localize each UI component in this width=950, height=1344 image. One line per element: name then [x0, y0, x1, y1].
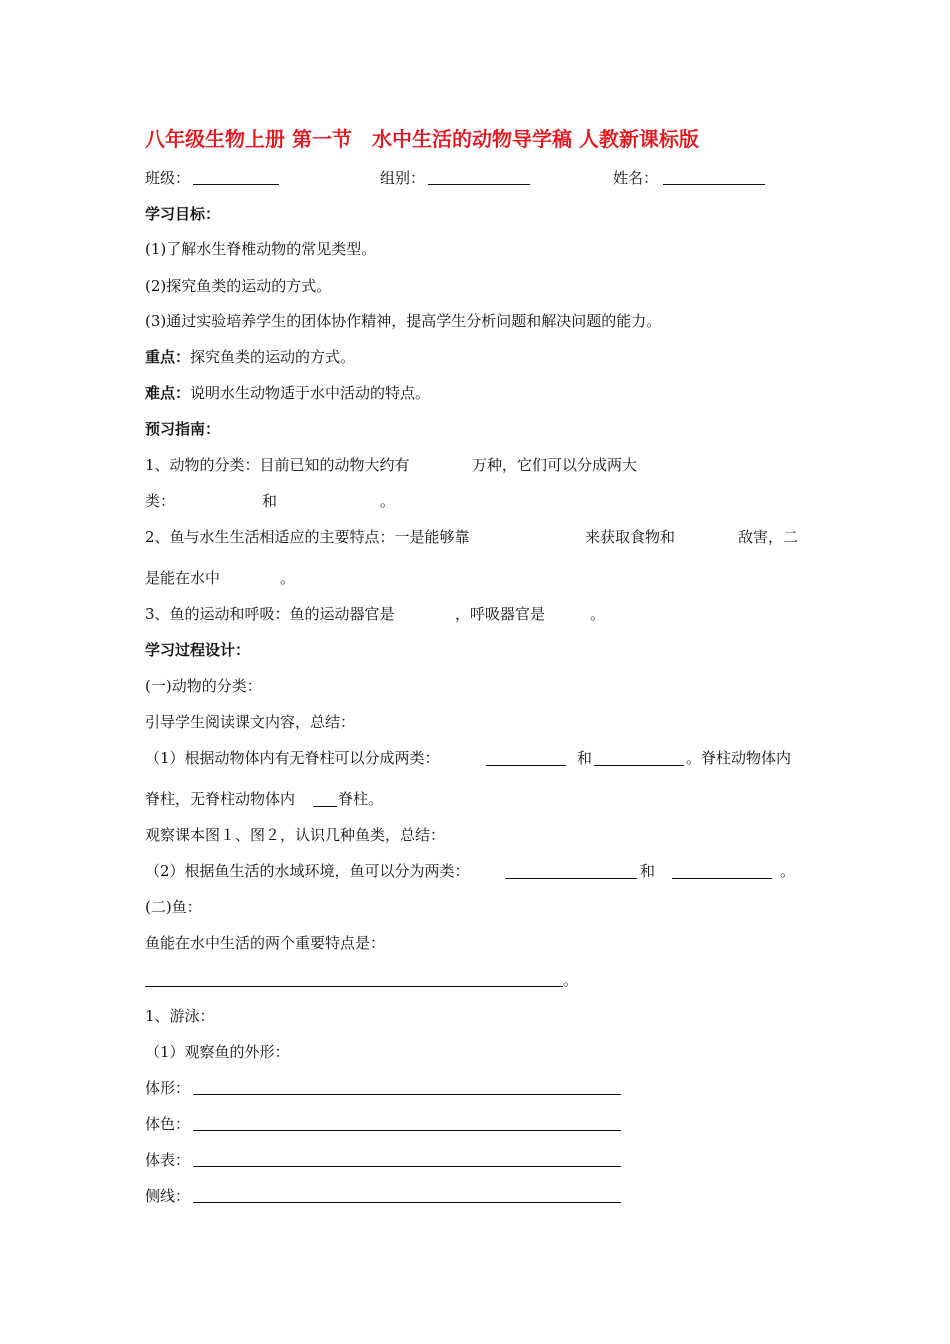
p1-blank[interactable]: [313, 806, 337, 807]
difficulty-text: 说明水生动物适于水中活动的特点。: [190, 384, 431, 402]
p2-blank[interactable]: [505, 878, 637, 879]
p1-text: 和: [577, 749, 593, 767]
objective-item: (3)通过实验培养学生的团体协作精神，提高学生分析问题和解决问题的能力。: [145, 312, 662, 330]
body-shape-label: 体形：: [145, 1079, 191, 1097]
period: 。: [563, 971, 579, 989]
p1-text: 脊柱。: [338, 790, 384, 808]
body-color-blank[interactable]: [193, 1130, 621, 1131]
preview-q2-text: 2、鱼与水生生活相适应的主要特点：一是能够靠: [145, 528, 470, 546]
fish-intro: 鱼能在水中生活的两个重要特点是：: [145, 934, 386, 952]
preview-q2-text: 是能在水中: [145, 569, 221, 587]
preview-q2-text: 。: [280, 569, 296, 587]
process-heading: 学习过程设计：: [145, 641, 251, 659]
observe-text: 观察课本图１、图２，认识几种鱼类，总结：: [145, 826, 446, 844]
preview-q1-text: 和: [262, 492, 278, 510]
name-blank[interactable]: [663, 184, 765, 185]
observe-shape: （1）观察鱼的外形：: [145, 1043, 290, 1061]
p2-blank[interactable]: [672, 878, 772, 879]
fish-answer-blank[interactable]: [145, 986, 563, 987]
p1-text: 脊柱，无脊柱动物体内: [145, 790, 296, 808]
objective-item: (2)探究鱼类的运动的方式。: [145, 277, 332, 295]
preview-q3-text: ，呼吸器官是: [455, 605, 546, 623]
p1-text: 。脊柱动物体内: [686, 749, 792, 767]
class-label: 班级：: [145, 169, 191, 187]
p1-text: （1）根据动物体内有无脊柱可以分成两类：: [145, 749, 440, 767]
body-surface-label: 体表：: [145, 1151, 191, 1169]
key-point-text: 探究鱼类的运动的方式。: [190, 348, 356, 366]
preview-q1-text: 1、动物的分类：目前已知的动物大约有: [145, 456, 410, 474]
body-surface-blank[interactable]: [193, 1166, 621, 1167]
document-title: 八年级生物上册 第一节 水中生活的动物导学稿 人教新课标版: [145, 127, 699, 151]
objective-item: (1)了解水生脊椎动物的常见类型。: [145, 240, 377, 258]
preview-heading: 预习指南：: [145, 420, 221, 438]
lateral-line-label: 侧线：: [145, 1187, 191, 1205]
name-label: 姓名：: [613, 169, 659, 187]
class-blank[interactable]: [193, 184, 279, 185]
body-color-label: 体色：: [145, 1115, 191, 1133]
preview-q2-text: 来获取食物和: [585, 528, 676, 546]
guide-text: 引导学生阅读课文内容，总结：: [145, 713, 356, 731]
lateral-line-blank[interactable]: [193, 1202, 621, 1203]
swim-heading: 1、游泳：: [145, 1007, 215, 1025]
p2-text: 和: [640, 862, 656, 880]
preview-q3-text: 。: [590, 605, 606, 623]
preview-q1-text: 万种，它们可以分成两大: [472, 456, 638, 474]
group-blank[interactable]: [428, 184, 530, 185]
p1-blank[interactable]: [486, 765, 566, 766]
objectives-heading: 学习目标：: [145, 205, 221, 223]
section-heading: (一)动物的分类：: [145, 677, 262, 695]
difficulty: [145, 382, 430, 404]
preview-q2-text: 敌害，二: [738, 528, 799, 546]
p2-text: （2）根据鱼生活的水域环境，鱼可以分为两类：: [145, 862, 470, 880]
difficulty-label: 难点：: [145, 384, 191, 402]
group-label: 组别：: [380, 169, 426, 187]
section-heading: (二)鱼：: [145, 898, 202, 916]
p2-text: 。: [780, 862, 796, 880]
body-shape-blank[interactable]: [193, 1094, 621, 1095]
preview-q1-text: 。: [380, 492, 396, 510]
key-point: [145, 346, 355, 368]
key-point-label: 重点：: [145, 348, 191, 366]
p1-blank[interactable]: [594, 765, 684, 766]
preview-q3-text: 3、鱼的运动和呼吸：鱼的运动器官是: [145, 605, 395, 623]
preview-q1-text: 类：: [145, 492, 176, 510]
